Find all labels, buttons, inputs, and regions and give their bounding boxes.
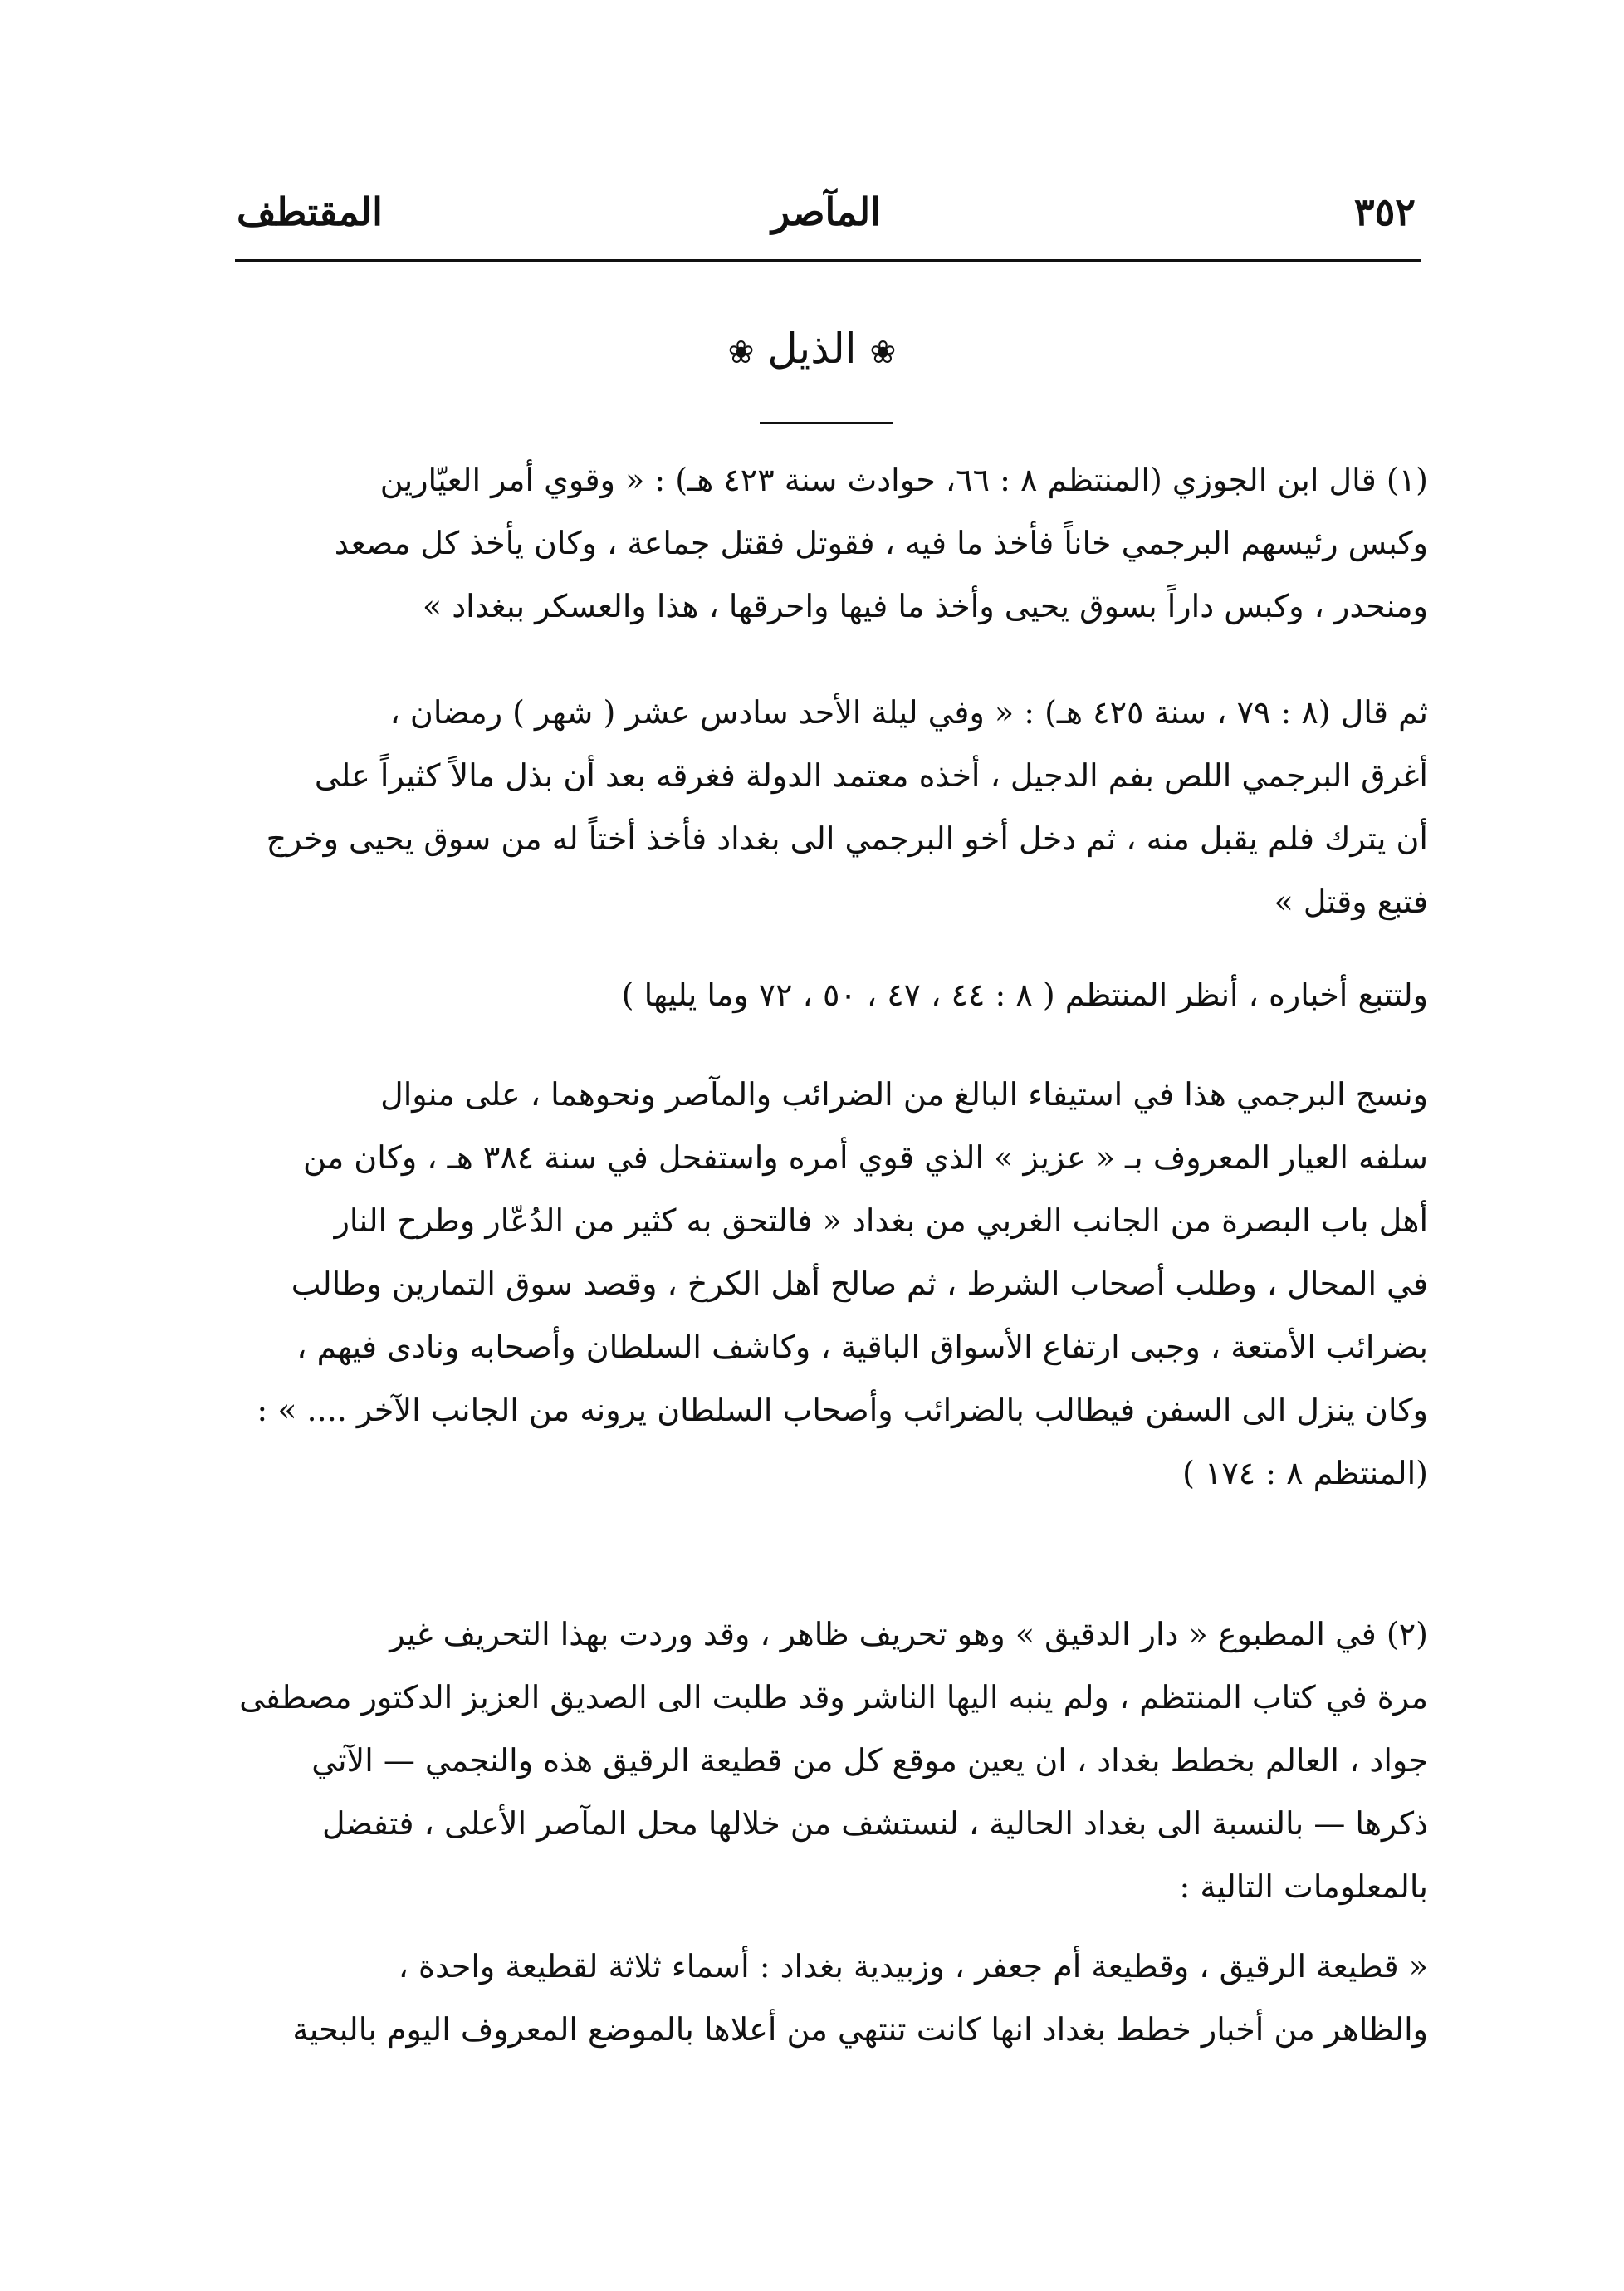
body-paragraph — [228, 1063, 1428, 1505]
text-line: والظاهر من أخبار خطط بغداد انها كانت تنتهي من أعلاها بالموضع المعروف اليوم بالبحية — [292, 2011, 1428, 2048]
text-line: في المحال ، وطلب أصحاب الشرط ، ثم صالح أهل الكرخ ، وقصد سوق التمارين وطالب — [291, 1265, 1428, 1302]
text-line: (١) قال ابن الجوزي (المنتظم ٨ : ٦٦، حوادث سنة ٤٢٣ هـ) : « وقوي أمر العيّارين — [379, 462, 1428, 498]
text-line: فتبع وقتل » — [1274, 884, 1428, 920]
text-line: (٢) في المطبوع « دار الدقيق » وهو تحريف ظاهر ، وقد وردت بهذا التحريف غير — [389, 1616, 1428, 1652]
quote-paragraph — [228, 1935, 1428, 2061]
text-line: وكبس رئيسهم البرجمي خاناً فأخذ ما فيه ، فقوتل فقتل جماعة ، وكان يأخذ كل مصعد — [334, 525, 1428, 561]
text-line: ونسج البرجمي هذا في استيفاء البالغ من الضرائب والمآصر ونحوهما ، على منوال — [380, 1076, 1428, 1113]
title-rule — [760, 422, 893, 424]
text-line: وكان ينزل الى السفن فيطالب بالضرائب وأصحاب السلطان يرونه من الجانب الآخر .... » : — [257, 1392, 1428, 1428]
section-title: الذيل — [767, 325, 857, 373]
footnote-2-paragraph — [228, 1603, 1428, 1918]
text-line: أهل باب البصرة من الجانب الغربي من بغداد « فالتحق به كثير من الدُعّار وطرح النار — [334, 1202, 1428, 1239]
running-title: المآصر — [771, 189, 881, 234]
text-line: ولتتبع أخباره ، أنظر المنتظم ( ٨ : ٤٤ ، ٤٧ ، ٥٠ ، ٧٢ وما يليها ) — [621, 977, 1428, 1013]
text-line: « قطيعة الرقيق ، وقطيعة أم جعفر ، وزبيدية بغداد : أسماء ثلاثة لقطيعة واحدة ، — [398, 1948, 1428, 1985]
text-line: جواد ، العالم بخطط بغداد ، ان يعين موقع كل من قطيعة الرقيق هذه والنجمي — الآتي — [311, 1742, 1428, 1779]
text-line: بالمعلومات التالية : — [1179, 1868, 1428, 1905]
text-line: أغرق البرجمي اللص بفم الدجيل ، أخذه معتمد الدولة فغرقه بعد أن بذل مالاً كثيراً على — [314, 757, 1428, 794]
text-line: (المنتظم ٨ : ١٧٤ ) — [1182, 1455, 1428, 1491]
text-line: أن يترك فلم يقبل منه ، ثم دخل أخو البرجمي الى بغداد فأخذ أختاً له من سوق يحيى وخرج — [266, 820, 1428, 857]
quote-paragraph — [228, 681, 1428, 933]
text-line: ثم قال (٨ : ٧٩ ، سنة ٤٢٥ هـ) : « وفي ليلة الأحد سادس عشر ( شهر ) رمضان ، — [389, 694, 1428, 731]
text-line: بضرائب الأمتعة ، وجبى ارتفاع الأسواق الباقية ، وكاشف السلطان وأصحابه ونادى فيهم ، — [296, 1329, 1428, 1365]
text-line: ذكرها — بالنسبة الى بغداد الحالية ، لنستشف من خلالها محل المآصر الأعلى ، فتفضل — [321, 1805, 1428, 1842]
page-number: ٣٥٢ — [1353, 189, 1416, 234]
text-line: سلفه العيار المعروف بـ « عزيز » الذي قوي أمره واستفحل في سنة ٣٨٤ هـ ، وكان من — [302, 1139, 1428, 1176]
ornament-icon: ❀ — [869, 334, 897, 370]
reference-paragraph — [228, 963, 1428, 1026]
header-rule — [235, 259, 1421, 262]
text-line: ومنحدر ، وكبس داراً بسوق يحيى وأخذ ما فيها واحرقها ، هذا والعسكر ببغداد » — [422, 588, 1428, 624]
ornament-icon: ❀ — [727, 334, 755, 370]
running-header — [237, 179, 1416, 245]
section-heading — [0, 316, 1624, 385]
text-line: مرة في كتاب المنتظم ، ولم ينبه اليها الناشر وقد طلبت الى الصديق العزيز الدكتور مصطفى — [239, 1679, 1428, 1716]
journal-title: المقتطف — [237, 189, 383, 234]
footnote-1-paragraph — [228, 448, 1428, 638]
